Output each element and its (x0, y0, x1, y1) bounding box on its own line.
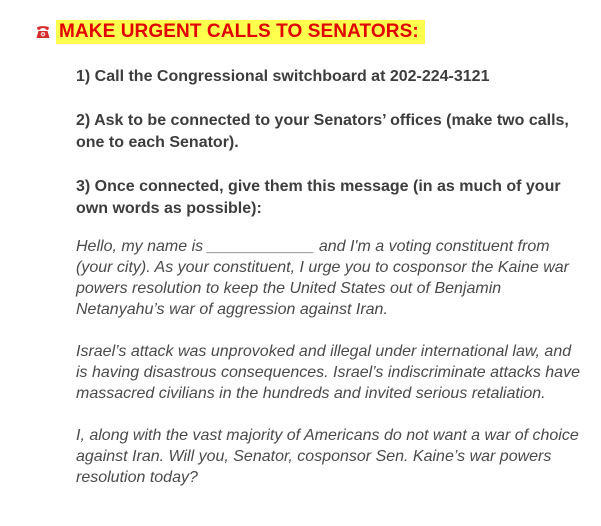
heading-row (34, 20, 425, 44)
call-script-paragraph: Hello, my name is ____________ and I'm a voting constituent from (your city). As your constituent, I urge you to cosponsor the Kaine war powers resolution to keep the United States out of Benjamin Netanyahu’s war of aggression against Iran. (76, 238, 569, 318)
telephone-icon (34, 23, 52, 41)
step-1: 1) Call the Congressional switchboard at 202-224-3121 (76, 68, 490, 85)
step-2: 2) Ask to be connected to your Senators’ offices (make two calls, one to each Senator). (76, 112, 569, 151)
page-heading: MAKE URGENT CALLS TO SENATORS: (56, 20, 425, 44)
step-3: 3) Once connected, give them this message (in as much of your own words as possible): (76, 178, 561, 217)
call-script-paragraph: I, along with the vast majority of Americans do not want a war of choice against Iran. Will you, Senator, cosponsor Sen. Kaine’s war powers resolution today? (76, 427, 579, 486)
call-script-paragraph: Israel’s attack was unprovoked and illegal under international law, and is having disastrous consequences. Israel’s indiscriminate attacks have massacred civilians in the hundreds and invited serious retaliation. (76, 343, 580, 402)
instructions-content (76, 66, 581, 509)
